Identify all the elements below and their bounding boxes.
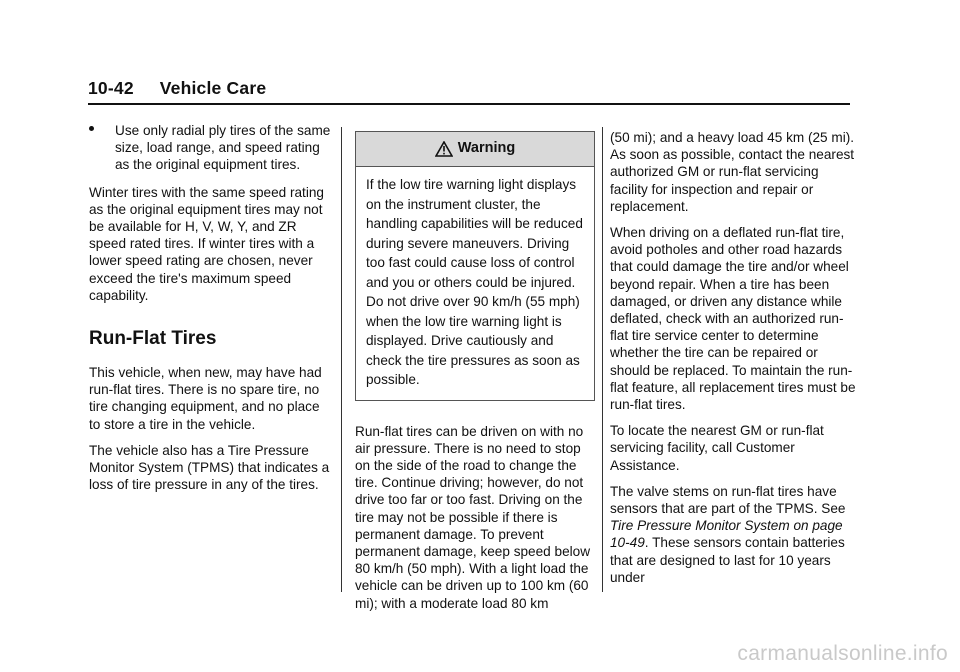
paragraph: To locate the nearest GM or run-flat servicing facility, call Customer Assistance. (610, 423, 824, 473)
warning-box (355, 131, 595, 401)
column-middle (355, 131, 595, 621)
column-left (89, 122, 331, 502)
paragraph: When driving on a deflated run-flat tire, avoid potholes and other road hazards that could damage the tire and/or wheel beyond repair. When a tire has been damaged, or driven any distance while deflated, check with an authorized run-flat tire service center to determine whether the tire can be repaired or should be replaced. To maintain the run-flat feature, all replacement tires must be run-flat tires. (610, 225, 856, 413)
column-divider (602, 127, 603, 592)
header-rule (88, 103, 850, 105)
bullet-item (89, 122, 331, 174)
column-divider (341, 127, 342, 592)
bullet-icon (89, 126, 94, 131)
warning-header (356, 132, 594, 167)
section-heading: Run-Flat Tires (89, 328, 217, 350)
column-right (610, 129, 858, 595)
paragraph: (50 mi); and a heavy load 45 km (25 mi). As soon as possible, contact the nearest authorized GM or run-flat servicing facility for inspection and repair or replacement. (610, 130, 855, 214)
warning-title: Warning (457, 140, 516, 157)
paragraph: Winter tires with the same speed rating as the original equipment tires may not be available for H, V, W, Y, and ZR speed rated tires. If winter tires with a lower speed rating are chosen, never exceed the tire's maximum speed capability. (89, 184, 324, 303)
watermark: carmanualsonline.info (737, 642, 948, 665)
bullet-text: Use only radial ply tires of the same size, load range, and speed rating as the original equipment tires. (115, 123, 331, 173)
page-number: 10-42 (88, 78, 134, 98)
paragraph (610, 483, 858, 586)
warning-body: If the low tire warning light displays on the instrument cluster, the handling capabilities will be reduced during severe maneuvers. Driving too fast could cause loss of control and you or others could be injured. Do not drive over 90 km/h (55 mph) when the low tire warning light is displayed. Drive cautiously and check the tire pressures as soon as possible. (366, 177, 583, 387)
paragraph: Run-flat tires can be driven on with no air pressure. There is no need to stop on the side of the road to change the tire. Continue driving; however, do not drive too far or too fast. Driving on the tire may not be possible if there is permanent damage. To prevent permanent damage, keep speed below 80 km/h (50 mph). With a light load the vehicle can be driven up to 100 km (60 mi); with a moderate load 80 km (355, 423, 591, 611)
warning-triangle-icon (435, 141, 453, 157)
paragraph: This vehicle, when new, may have had run-flat tires. There is no spare tire, no tire changing equipment, and no place to store a tire in the vehicle. (89, 365, 322, 432)
paragraph: The vehicle also has a Tire Pressure Monitor System (TPMS) that indicates a loss of tire pressure in any of the tires. (89, 442, 330, 493)
cross-reference-link[interactable]: Tire Pressure Monitor System on page 10-49 (610, 518, 843, 551)
paragraph-text: The valve stems on run-flat tires have sensors that are part of the TPMS. See (610, 483, 846, 517)
paragraph-text: . These sensors contain batteries that are designed to last for 10 years under (610, 535, 845, 585)
section-title: Vehicle Care (159, 78, 267, 98)
page-header (88, 78, 266, 99)
